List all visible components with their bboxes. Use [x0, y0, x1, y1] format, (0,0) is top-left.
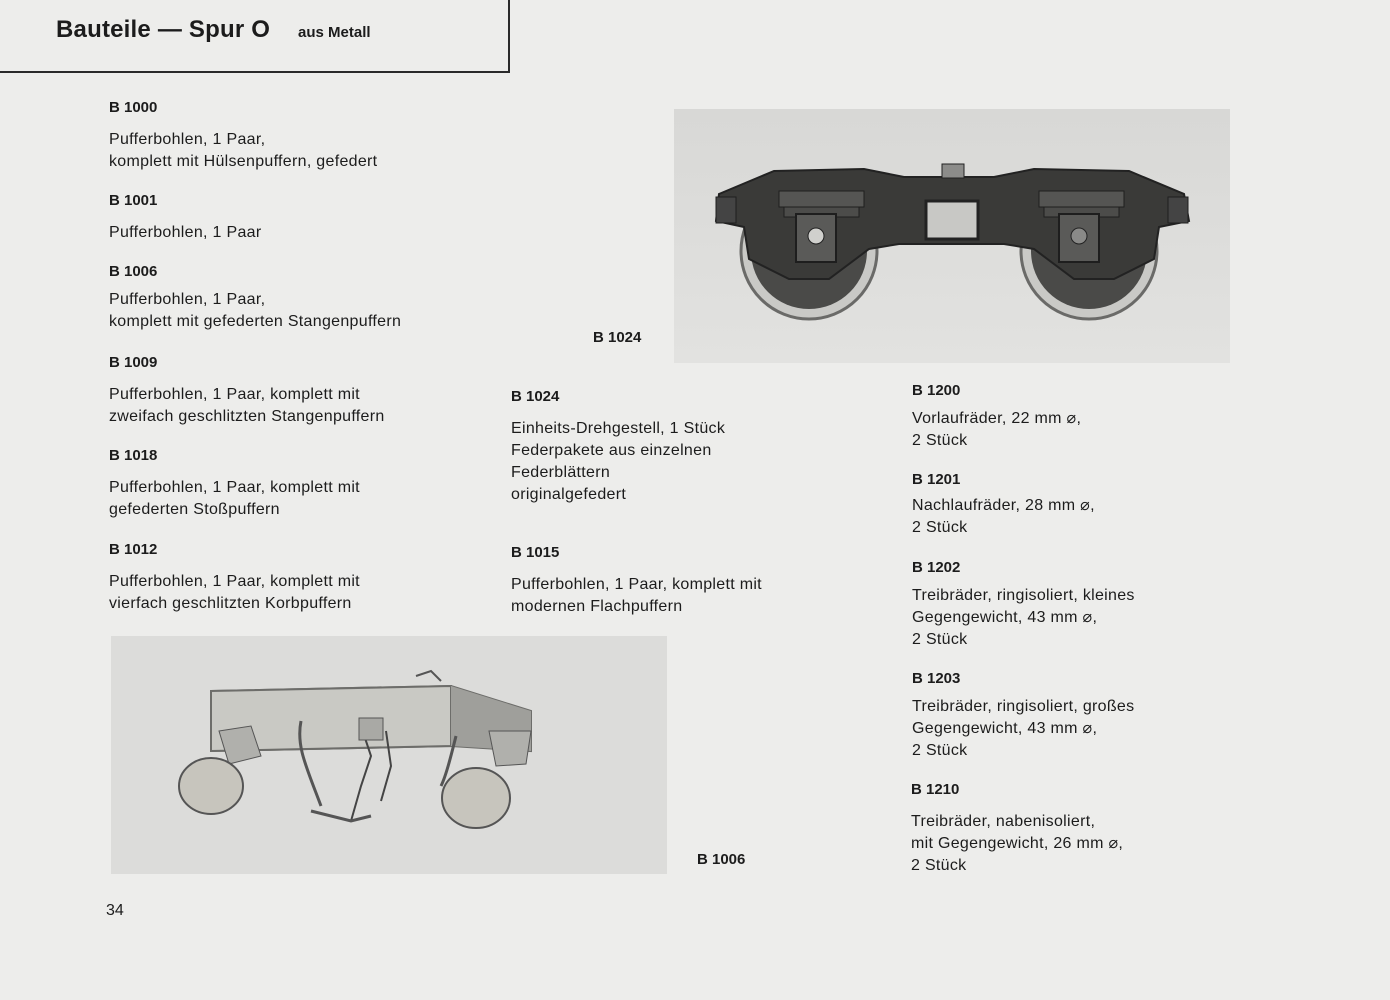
entry-b1202: [912, 559, 1135, 651]
bogie-photo: [674, 109, 1230, 363]
entry-code: B 1015: [511, 544, 560, 561]
entry-code: B 1203: [912, 670, 961, 687]
bogie-caption: B 1024: [593, 329, 642, 346]
desc-line: Federblättern: [511, 464, 611, 481]
entry-code: B 1200: [912, 382, 961, 399]
entry-description: [109, 222, 261, 244]
desc-line: Pufferbohlen, 1 Paar,: [109, 131, 266, 148]
desc-line: Treibräder, ringisoliert, großes: [912, 698, 1135, 715]
page-subtitle: aus Metall: [298, 24, 371, 41]
page-number: 34: [106, 902, 124, 919]
entry-b1009: [109, 354, 385, 428]
entry-code: B 1201: [912, 471, 961, 488]
entry-description: [511, 418, 725, 506]
entry-description: [912, 495, 1095, 539]
desc-line: Einheits-Drehgestell, 1 Stück: [511, 420, 726, 437]
entry-b1201: [912, 471, 1095, 539]
entry-b1024: [511, 388, 725, 506]
entry-b1006: [109, 263, 401, 333]
desc-line: Nachlaufräder, 28 mm ⌀,: [912, 497, 1095, 514]
desc-line: 2 Stück: [911, 857, 967, 874]
entry-description: [912, 696, 1134, 762]
desc-line: komplett mit Hülsenpuffern, gefedert: [109, 153, 378, 170]
desc-line: Pufferbohlen, 1 Paar, komplett mit: [109, 479, 360, 496]
entry-description: [109, 571, 360, 615]
entry-description: [912, 585, 1135, 651]
desc-line: 2 Stück: [912, 519, 968, 536]
desc-line: Pufferbohlen, 1 Paar, komplett mit: [109, 573, 360, 590]
desc-line: Pufferbohlen, 1 Paar,: [109, 291, 266, 308]
desc-line: Treibräder, ringisoliert, kleines: [912, 587, 1135, 604]
desc-line: mit Gegengewicht, 26 mm ⌀,: [911, 835, 1124, 852]
buffer-beam-photo: [111, 636, 667, 874]
entry-b1000: [109, 99, 377, 173]
entry-description: [109, 384, 385, 428]
buffer-caption: B 1006: [697, 851, 746, 868]
entry-code: B 1024: [511, 388, 560, 405]
entry-description: [911, 811, 1123, 877]
desc-line: modernen Flachpuffern: [511, 598, 683, 615]
desc-line: Gegengewicht, 43 mm ⌀,: [912, 609, 1098, 626]
desc-line: Treibräder, nabenisoliert,: [911, 813, 1096, 830]
desc-line: Pufferbohlen, 1 Paar, komplett mit: [109, 386, 360, 403]
desc-line: Vorlaufräder, 22 mm ⌀,: [912, 410, 1082, 427]
entry-code: B 1009: [109, 354, 158, 371]
entry-code: B 1000: [109, 99, 158, 116]
entry-description: [109, 289, 401, 333]
desc-line: originalgefedert: [511, 486, 627, 503]
entry-code: B 1001: [109, 192, 158, 209]
entry-b1001: [109, 192, 261, 244]
desc-line: zweifach geschlitzten Stangenpuffern: [109, 408, 385, 425]
entry-code: B 1012: [109, 541, 158, 558]
entry-b1012: [109, 541, 360, 615]
entry-description: [109, 477, 360, 521]
desc-line: komplett mit gefederten Stangenpuffern: [109, 313, 402, 330]
entry-b1203: [912, 670, 1134, 762]
desc-line: Federpakete aus einzelnen: [511, 442, 712, 459]
desc-line: Pufferbohlen, 1 Paar, komplett mit: [511, 576, 762, 593]
entry-b1015: [511, 544, 762, 618]
entry-description: [511, 574, 762, 618]
desc-line: gefederten Stoßpuffern: [109, 501, 280, 518]
entry-description: [912, 408, 1081, 452]
entry-code: B 1202: [912, 559, 961, 576]
entry-code: B 1210: [911, 781, 960, 798]
desc-line: Pufferbohlen, 1 Paar: [109, 224, 262, 241]
page-title: Bauteile — Spur O: [56, 16, 271, 43]
entry-b1200: [912, 382, 1081, 452]
entry-code: B 1006: [109, 263, 158, 280]
entry-code: B 1018: [109, 447, 158, 464]
desc-line: Gegengewicht, 43 mm ⌀,: [912, 720, 1098, 737]
desc-line: 2 Stück: [912, 432, 968, 449]
entry-b1210: [911, 781, 1123, 877]
entry-description: [109, 129, 377, 173]
entry-b1018: [109, 447, 360, 521]
desc-line: 2 Stück: [912, 742, 968, 759]
desc-line: 2 Stück: [912, 631, 968, 648]
desc-line: vierfach geschlitzten Korbpuffern: [109, 595, 352, 612]
